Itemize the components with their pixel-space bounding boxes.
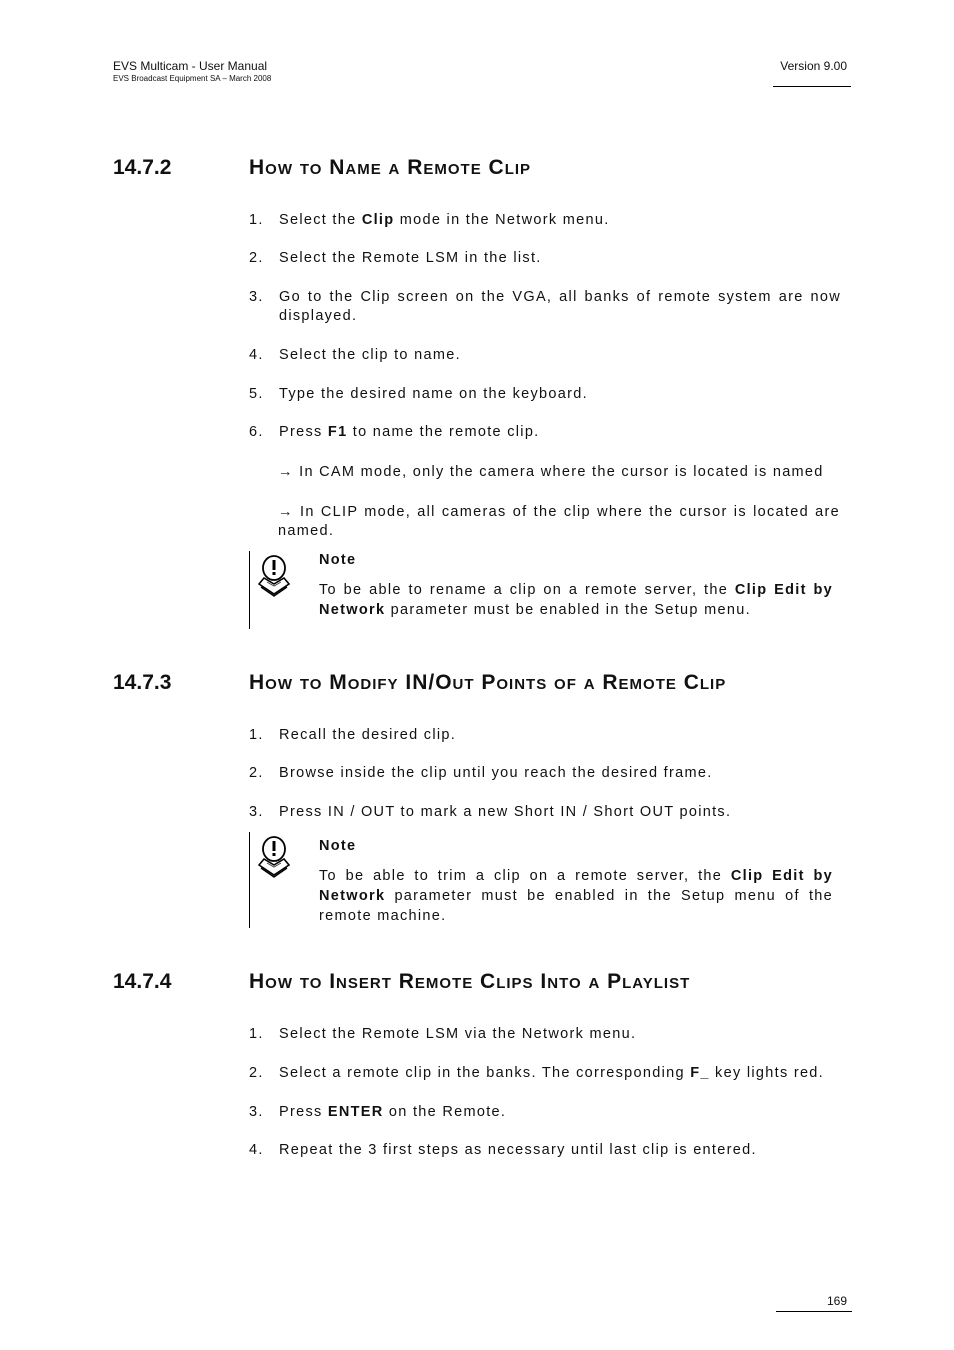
note-lightbulb-icon bbox=[258, 835, 294, 881]
note-bar bbox=[249, 551, 250, 629]
list-item: 3. Go to the Clip screen on the VGA, all banks of remote system are now displayed. bbox=[249, 289, 841, 324]
section-number: 14.7.4 bbox=[113, 970, 172, 993]
list-item: 5. Type the desired name on the keyboard. bbox=[249, 386, 588, 402]
list-item: 3. Press ENTER on the Remote. bbox=[249, 1104, 507, 1120]
list-item: 4. Repeat the 3 first steps as necessary until last clip is entered. bbox=[249, 1142, 757, 1158]
note-label: Note bbox=[319, 552, 357, 568]
list-item: 3. Press IN / OUT to mark a new Short IN / Short OUT points. bbox=[249, 804, 732, 820]
section-number: 14.7.3 bbox=[113, 671, 172, 694]
list-item: 2. Browse inside the clip until you reach the desired frame. bbox=[249, 765, 713, 781]
page-number: 169 bbox=[826, 1294, 847, 1308]
arrow-note: → In CAM mode, only the camera where the cursor is located is named bbox=[278, 464, 824, 480]
list-item: 2. Select the Remote LSM in the list. bbox=[249, 250, 542, 266]
list-item: 6. Press F1 to name the remote clip. bbox=[249, 424, 540, 440]
version-label: Version 9.00 bbox=[780, 59, 847, 73]
section-title: How to Insert Remote Clips Into a Playlist bbox=[249, 970, 691, 993]
note-label: Note bbox=[319, 838, 357, 854]
header-rule bbox=[773, 86, 851, 87]
note-box bbox=[249, 551, 839, 629]
manual-title: EVS Multicam - User Manual bbox=[113, 59, 268, 73]
section-title: How to Modify IN/Out Points of a Remote Clip bbox=[249, 671, 727, 694]
footer-rule bbox=[776, 1311, 852, 1312]
note-text: To be able to rename a clip on a remote server, the Clip Edit by Network parameter must be enabled in the Setup menu. bbox=[319, 582, 833, 618]
list-item: 1. Recall the desired clip. bbox=[249, 727, 457, 743]
note-bar bbox=[249, 832, 250, 928]
note-box bbox=[249, 832, 839, 928]
publisher-date: EVS Broadcast Equipment SA – March 2008 bbox=[113, 74, 272, 83]
note-lightbulb-icon bbox=[258, 554, 294, 600]
arrow-note: → In CLIP mode, all cameras of the clip where the cursor is located are named. bbox=[278, 504, 840, 539]
list-item: 4. Select the clip to name. bbox=[249, 347, 461, 363]
section-number: 14.7.2 bbox=[113, 156, 172, 179]
list-item: 1. Select the Clip mode in the Network menu. bbox=[249, 212, 610, 228]
list-item: 2. Select a remote clip in the banks. The corresponding F_ key lights red. bbox=[249, 1065, 825, 1081]
note-text: To be able to trim a clip on a remote server, the Clip Edit by Network parameter must be enabled in the Setup menu of the remote machine. bbox=[319, 868, 833, 924]
page-header bbox=[113, 59, 271, 84]
list-item: 1. Select the Remote LSM via the Network menu. bbox=[249, 1026, 637, 1042]
section-title: How to Name a Remote Clip bbox=[249, 156, 532, 179]
